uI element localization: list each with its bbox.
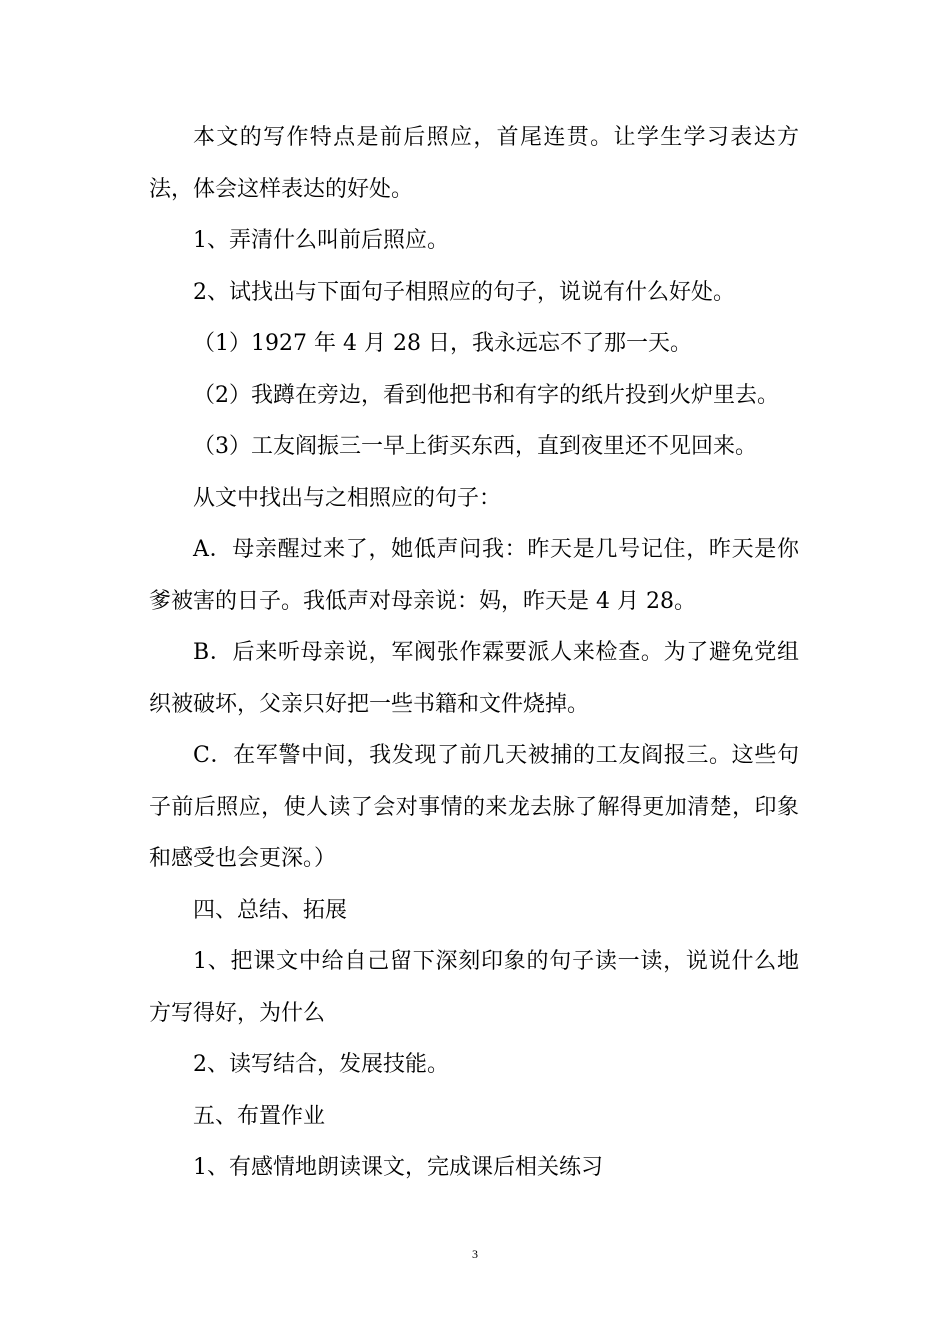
- paragraph-answer-c: C．在军警中间，我发现了前几天被捕的工友阎报三。这些句子前后照应，使人读了会对事情的来龙去脉了解得更加清楚，印象和感受也会更深。）: [149, 743, 799, 871]
- paragraph-intro: 本文的写作特点是前后照应，首尾连贯。让学生学习表达方法，体会这样表达的好处。: [149, 125, 799, 202]
- paragraph-item-1: 1、弄清什么叫前后照应。: [193, 228, 449, 253]
- paragraph-find-prompt: 从文中找出与之相照应的句子：: [193, 485, 502, 511]
- paragraph-item-2: 2、试找出与下面句子相照应的句子，说说有什么好处。: [193, 279, 735, 305]
- paragraph-sentence-3: （3）工友阎振三一早上街买东西，直到夜里还不见回来。: [193, 434, 757, 459]
- paragraph-answer-a: A．母亲醒过来了，她低声问我：昨天是几号记住，昨天是你爹被害的日子。我低声对母亲说：妈，昨天是 4 月 28。: [149, 537, 799, 614]
- paragraph-summary-2: 2、读写结合，发展技能。: [193, 1052, 449, 1077]
- paragraph-summary-1: 1、把课文中给自己留下深刻印象的句子读一读，说说什么地方写得好，为什么: [149, 949, 799, 1026]
- section-heading-summary: 四、总结、拓展: [193, 897, 348, 923]
- page-number: 3: [472, 1247, 478, 1261]
- paragraph-sentence-2: （2）我蹲在旁边，看到他把书和有字的纸片投到火炉里去。: [193, 382, 779, 408]
- page-body: [149, 112, 799, 1194]
- paragraph-answer-b: B．后来听母亲说，军阀张作霖要派人来检查。为了避免党组织被破坏，父亲只好把一些书籍和文件烧掉。: [149, 640, 799, 717]
- paragraph-sentence-1: （1）1927 年 4 月 28 日，我永远忘不了那一天。: [193, 331, 692, 356]
- paragraph-homework-1: 1、有感情地朗读课文，完成课后相关练习: [193, 1155, 603, 1180]
- section-heading-homework: 五、布置作业: [193, 1103, 326, 1129]
